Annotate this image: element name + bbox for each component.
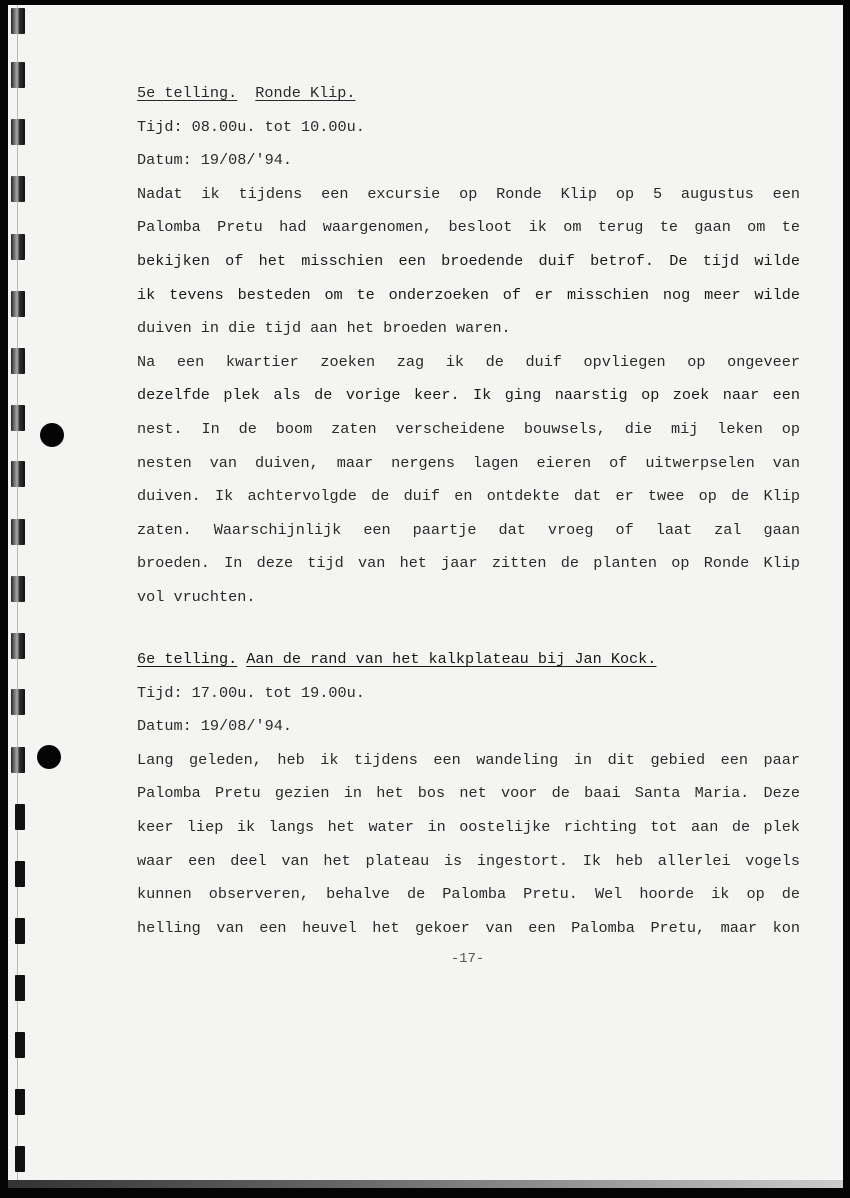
binding-clip-icon bbox=[11, 8, 25, 34]
scan-edge-shadow bbox=[8, 1180, 843, 1188]
paragraph-line: vol vruchten. bbox=[137, 587, 256, 606]
paragraph-line: Palomba Pretu had waargenomen, besloot ik om terug te gaan om te bbox=[137, 218, 800, 237]
paragraph-line: Nadat ik tijdens een excursie op Ronde Klip op 5 augustus een bbox=[137, 184, 800, 203]
section-5e-telling bbox=[137, 77, 800, 615]
section-6e-telling bbox=[137, 643, 800, 945]
binding-clip-icon bbox=[11, 519, 25, 545]
heading-count: 6e telling. bbox=[137, 650, 238, 668]
section-heading bbox=[137, 643, 800, 677]
paragraph-line: kunnen observeren, behalve de Palomba Pretu. Wel hoorde ik op de bbox=[137, 885, 800, 904]
paragraph-line: duiven. Ik achtervolgde de duif en ontdekte dat er twee op de Klip bbox=[137, 487, 800, 506]
binding-clip-icon bbox=[11, 62, 25, 88]
paragraph-line: dezelfde plek als de vorige keer. Ik ging naarstig op zoek naar een bbox=[137, 386, 800, 405]
binding-clip-icon bbox=[11, 119, 25, 145]
time-line: Tijd: 08.00u. tot 10.00u. bbox=[137, 117, 365, 136]
date-line: Datum: 19/08/'94. bbox=[137, 151, 292, 170]
paragraph-line: Palomba Pretu gezien in het bos net voor de baai Santa Maria. Deze bbox=[137, 784, 800, 803]
binding-clip-icon bbox=[15, 1146, 25, 1172]
binding-clip-icon bbox=[15, 975, 25, 1001]
binding-clip-icon bbox=[15, 804, 25, 830]
punch-hole-icon bbox=[40, 423, 64, 447]
paragraph-line: Lang geleden, heb ik tijdens een wandeling in dit gebied een paar bbox=[137, 750, 800, 769]
binding-clip-icon bbox=[15, 861, 25, 887]
binding-clip-icon bbox=[11, 689, 25, 715]
paragraph-line: Na een kwartier zoeken zag ik de duif opvliegen op ongeveer bbox=[137, 352, 800, 371]
binding-clip-icon bbox=[15, 1089, 25, 1115]
section-heading bbox=[137, 77, 800, 111]
binding-clip-icon bbox=[11, 348, 25, 374]
heading-location: Aan de rand van het kalkplateau bij Jan Kock. bbox=[246, 650, 657, 668]
heading-count: 5e telling. bbox=[137, 84, 238, 102]
binding-clip-icon bbox=[11, 291, 25, 317]
paragraph-line: duiven in die tijd aan het broeden waren. bbox=[137, 319, 511, 338]
binding-clip-icon bbox=[11, 747, 25, 773]
binding-clip-icon bbox=[11, 405, 25, 431]
punch-hole-icon bbox=[37, 745, 61, 769]
paragraph-line: zaten. Waarschijnlijk een paartje dat vroeg of laat zal gaan bbox=[137, 520, 800, 539]
binding-clip-icon bbox=[11, 461, 25, 487]
binding-clip-icon bbox=[11, 176, 25, 202]
paragraph-line: broeden. In deze tijd van het jaar zitten de planten op Ronde Klip bbox=[137, 554, 800, 573]
paragraph-line: keer liep ik langs het water in oostelijke richting tot aan de plek bbox=[137, 817, 800, 836]
date-line: Datum: 19/08/'94. bbox=[137, 717, 292, 736]
binding-clip-icon bbox=[11, 576, 25, 602]
paragraph-line: ik tevens besteden om te onderzoeken of er misschien nog meer wilde bbox=[137, 285, 800, 304]
paragraph-line: waar een deel van het plateau is ingestort. Ik heb allerlei vogels bbox=[137, 851, 800, 870]
paragraph-line: nest. In de boom zaten verscheidene bouwsels, die mij leken op bbox=[137, 419, 800, 438]
page-number: -17- bbox=[450, 951, 485, 967]
binding-clip-icon bbox=[11, 234, 25, 260]
binding-clip-icon bbox=[11, 633, 25, 659]
binding-clip-icon bbox=[15, 918, 25, 944]
paragraph-line: bekijken of het misschien een broedende duif betrof. De tijd wilde bbox=[137, 251, 800, 270]
paragraph-line: nesten van duiven, maar nergens lagen eieren of uitwerpselen van bbox=[137, 453, 800, 472]
paragraph-line: helling van een heuvel het gekoer van een Palomba Pretu, maar kon bbox=[137, 918, 800, 937]
time-line: Tijd: 17.00u. tot 19.00u. bbox=[137, 683, 365, 702]
binding-clip-icon bbox=[15, 1032, 25, 1058]
heading-location: Ronde Klip. bbox=[255, 84, 356, 102]
